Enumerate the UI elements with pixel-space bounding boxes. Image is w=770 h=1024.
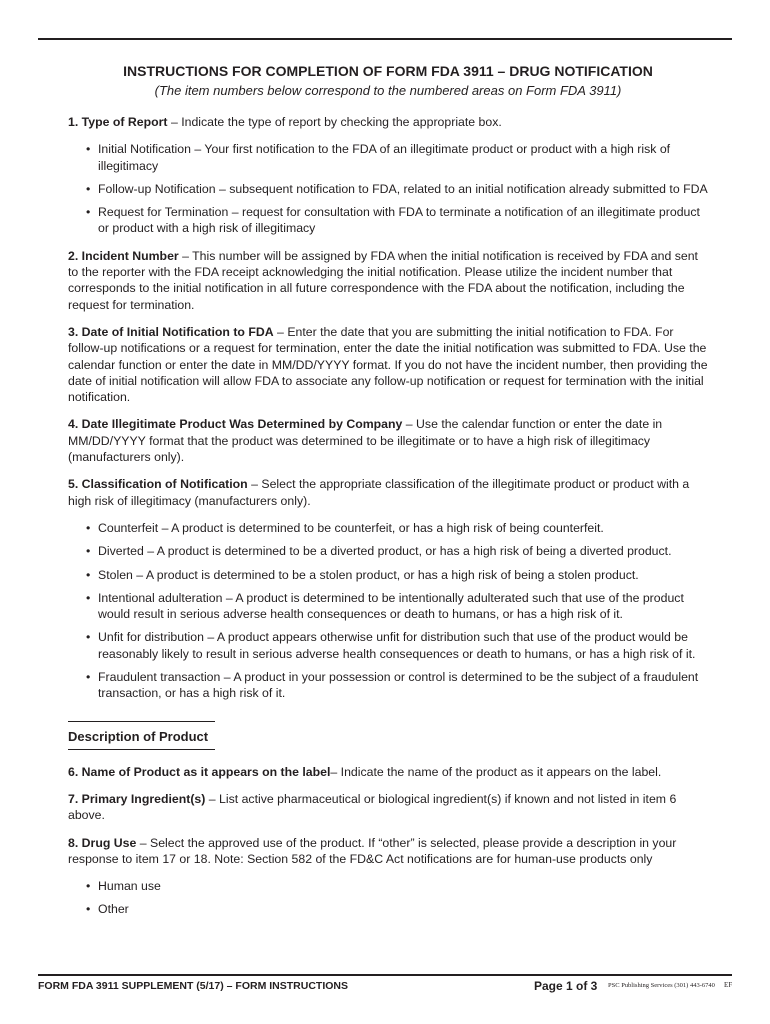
item-1-bullets	[68, 141, 708, 236]
item-1-paragraph	[68, 114, 708, 130]
publisher-note: PSC Publishing Services (301) 443-6740	[608, 982, 715, 989]
list-item: • Follow-up Notification – subsequent notification to FDA, related to an initial notification already submitted to FDA	[68, 181, 708, 197]
item-6-text: – Indicate the name of the product as it appears on the label.	[330, 764, 662, 779]
item-1-label: 1. Type of Report	[68, 115, 168, 129]
item-8-text: – Select the approved use of the product. If “other” is selected, please provide a description in your response to item 17 or 18. Note: Section 582 of the FD&C Act notifications are for human-use products only	[68, 835, 677, 866]
item-5-bullets	[68, 520, 708, 702]
item-2-paragraph	[68, 248, 708, 313]
item-3-text: – Enter the date that you are submitting the initial notification to FDA. For follow-up notifications or a request for termination, enter the date the initial notification was submitted to FDA. Use the calendar function or enter the date in MM/DD/YYYY format. If you do not have the incident number, then providing the date of initial notification will allow FDA to associate any follow-up notification or request for termination with the initial notification.	[68, 324, 708, 405]
item-5-text: – Select the appropriate classification of the illegitimate product or product with a high risk of illegitimacy (manufacturers only).	[68, 477, 690, 508]
item-4-label: 4. Date Illegitimate Product Was Determined by Company	[68, 417, 403, 432]
list-item: • Initial Notification – Your first notification to the FDA of an illegitimate product or product with a high risk of illegitimacy	[68, 141, 708, 174]
list-item: • Other	[68, 901, 708, 917]
item-2-label: 2. Incident Number	[68, 248, 179, 263]
page-footer	[38, 979, 732, 995]
ef-mark: EF	[724, 981, 733, 989]
list-item: • Stolen – A product is determined to be a stolen product, or has a high risk of being a stolen product.	[68, 567, 708, 583]
top-rule	[38, 38, 732, 40]
item-8-paragraph	[68, 835, 708, 868]
page-number: Page 1 of 3	[534, 979, 598, 993]
list-item: • Unfit for distribution – A product appears otherwise unfit for distribution such that use of the product would be reasonably likely to result in serious adverse health consequences or death to humans, or has a high risk of it.	[68, 629, 708, 662]
item-1-text: – Indicate the type of report by checking the appropriate box.	[167, 115, 502, 129]
list-item: • Intentional adulteration – A product is determined to be intentionally adulterated such that use of the product would result in serious adverse health consequences or death to humans, or has a high risk of it.	[68, 590, 708, 623]
list-item: • Diverted – A product is determined to be a diverted product, or has a high risk of being a diverted product.	[68, 543, 708, 559]
list-item: • Request for Termination – request for consultation with FDA to terminate a notification of an illegitimate product or product with a high risk of illegitimacy	[68, 204, 708, 237]
section-heading: Description of Product	[68, 721, 215, 750]
list-item: • Fraudulent transaction – A product in your possession or control is determined to be the subject of a fraudulent transaction, or has a high risk of it.	[68, 669, 708, 702]
item-3-label: 3. Date of Initial Notification to FDA	[68, 324, 274, 339]
item-6-label: 6. Name of Product as it appears on the label	[68, 764, 331, 779]
page-title: INSTRUCTIONS FOR COMPLETION OF FORM FDA 3911 – DRUG NOTIFICATION	[123, 63, 653, 79]
item-4-text: – Use the calendar function or enter the date in MM/DD/YYYY format that the product was determined to be illegitimate or to have a high risk of illegitimacy (manufacturers only).	[68, 417, 663, 465]
item-5-label: 5. Classification of Notification	[68, 477, 248, 492]
item-8-bullets	[68, 878, 708, 918]
item-7-paragraph	[68, 791, 708, 824]
item-2-text: – This number will be assigned by FDA when the initial notification is received by FDA and sent to the reporter with the FDA receipt acknowledging the initial notification. Please utilize the incident number that corresponds to the initial notification in all future correspondence with the FDA about the notification, including the request for termination.	[68, 248, 698, 312]
instructions-body	[68, 62, 708, 929]
item-6-paragraph	[68, 764, 708, 780]
page-subtitle: (The item numbers below correspond to the numbered areas on Form FDA 3911)	[154, 83, 622, 98]
item-5-paragraph	[68, 476, 708, 509]
item-8-label: 8. Drug Use	[68, 835, 137, 850]
form-id: FORM FDA 3911 SUPPLEMENT (5/17) – FORM INSTRUCTIONS	[38, 980, 348, 992]
footer-rule	[38, 974, 732, 976]
item-7-label: 7. Primary Ingredient(s)	[68, 791, 206, 806]
item-7-text: – List active pharmaceutical or biological ingredient(s) if known and not listed in item 6 above.	[68, 791, 677, 823]
item-3-paragraph	[68, 324, 708, 405]
list-item: • Counterfeit – A product is determined to be counterfeit, or has a high risk of being counterfeit.	[68, 520, 708, 536]
item-4-paragraph	[68, 416, 708, 465]
list-item: • Human use	[68, 878, 708, 894]
